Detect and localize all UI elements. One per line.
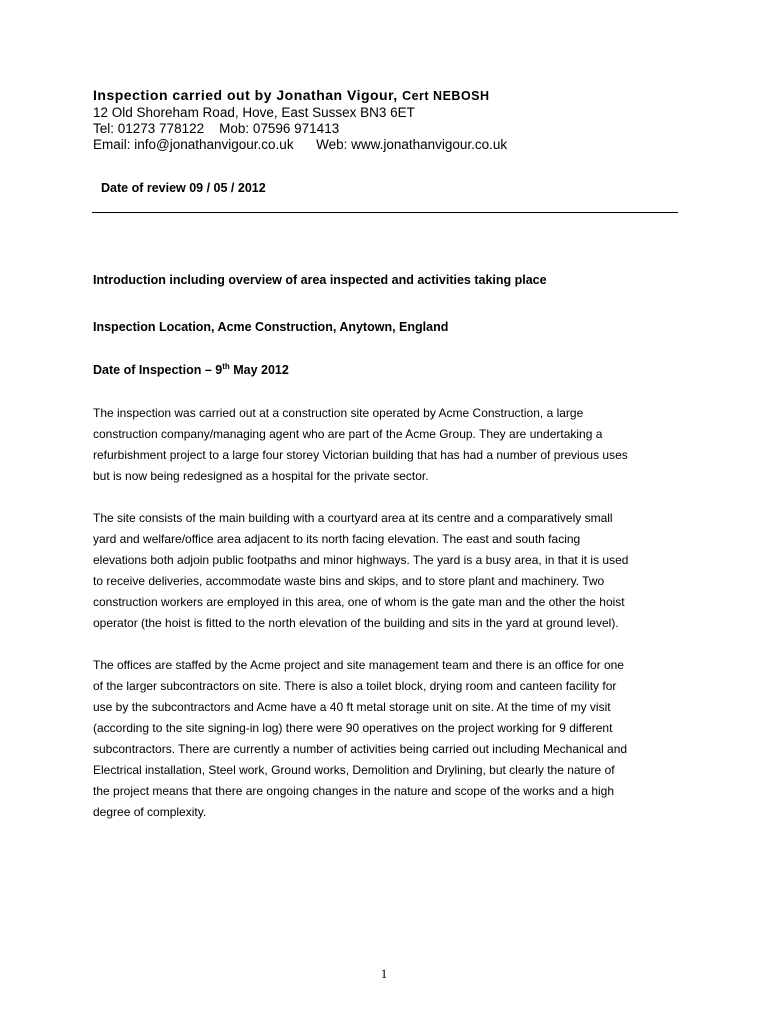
inspector-phones: Tel: 01273 778122 Mob: 07596 971413 bbox=[93, 121, 340, 136]
location-heading: Inspection Location, Acme Construction, Anytown, England bbox=[93, 320, 449, 334]
paragraph-line: yard and welfare/office area adjacent to its north facing elevation. The east and south facing bbox=[93, 532, 581, 546]
paragraph-line: of the larger subcontractors on site. There is also a toilet block, drying room and canteen facility for bbox=[93, 679, 617, 693]
paragraph-line: The site consists of the main building with a courtyard area at its centre and a comparatively small bbox=[93, 511, 613, 525]
paragraph-line: degree of complexity. bbox=[93, 805, 207, 819]
paragraph-line: (according to the site signing-in log) there were 90 operatives on the project working for 9 different bbox=[93, 721, 613, 735]
inspector-name: Inspection carried out by Jonathan Vigour, bbox=[93, 87, 403, 103]
paragraph-line: use by the subcontractors and Acme have a 40 ft metal storage unit on site. At the time of my visit bbox=[93, 700, 611, 714]
paragraph-line: elevations both adjoin public footpaths and minor highways. The yard is a busy area, in that it is used bbox=[93, 553, 629, 567]
inspection-date-ordinal: th bbox=[222, 362, 230, 371]
paragraph-overview bbox=[93, 403, 683, 487]
inspection-date-suffix: May 2012 bbox=[229, 363, 289, 377]
review-date: Date of review 09 / 05 / 2012 bbox=[101, 181, 266, 195]
paragraph-line: construction workers are employed in this area, one of whom is the gate man and the other the hoist bbox=[93, 595, 625, 609]
inspector-details bbox=[93, 86, 693, 153]
paragraph-line: subcontractors. There are currently a number of activities being carried out including Mechanical and bbox=[93, 742, 628, 756]
paragraph-line: but is now being redesigned as a hospital for the private sector. bbox=[93, 469, 429, 483]
paragraph-line: construction company/managing agent who are part of the Acme Group. They are undertaking a bbox=[93, 427, 603, 441]
paragraph-offices-activities bbox=[93, 655, 683, 823]
page-number: 1 bbox=[380, 966, 388, 981]
inspection-date-prefix: Date of Inspection – 9 bbox=[93, 363, 223, 377]
paragraph-line: the project means that there are ongoing changes in the nature and scope of the works and a high bbox=[93, 784, 615, 798]
inspector-title bbox=[93, 86, 693, 105]
paragraph-site-description bbox=[93, 508, 683, 634]
paragraph-line: refurbishment project to a large four storey Victorian building that has had a number of previous uses bbox=[93, 448, 628, 462]
paragraph-line: The offices are staffed by the Acme project and site management team and there is an office for one bbox=[93, 658, 624, 672]
inspector-certification: Cert NEBOSH bbox=[402, 89, 490, 103]
header-divider bbox=[92, 212, 678, 213]
inspector-email-web: Email: info@jonathanvigour.co.uk Web: www.jonathanvigour.co.uk bbox=[93, 137, 508, 152]
paragraph-line: The inspection was carried out at a construction site operated by Acme Construction, a large bbox=[93, 406, 584, 420]
inspector-address: 12 Old Shoreham Road, Hove, East Sussex BN3 6ET bbox=[93, 105, 415, 120]
paragraph-line: operator (the hoist is fitted to the north elevation of the building and sits in the yard at ground level). bbox=[93, 616, 619, 630]
introduction-heading: Introduction including overview of area inspected and activities taking place bbox=[93, 273, 547, 287]
paragraph-line: Electrical installation, Steel work, Ground works, Demolition and Drylining, but clearly the nature of bbox=[93, 763, 615, 777]
inspection-date-heading bbox=[93, 363, 289, 377]
paragraph-line: to receive deliveries, accommodate waste bins and skips, and to store plant and machinery. Two bbox=[93, 574, 605, 588]
